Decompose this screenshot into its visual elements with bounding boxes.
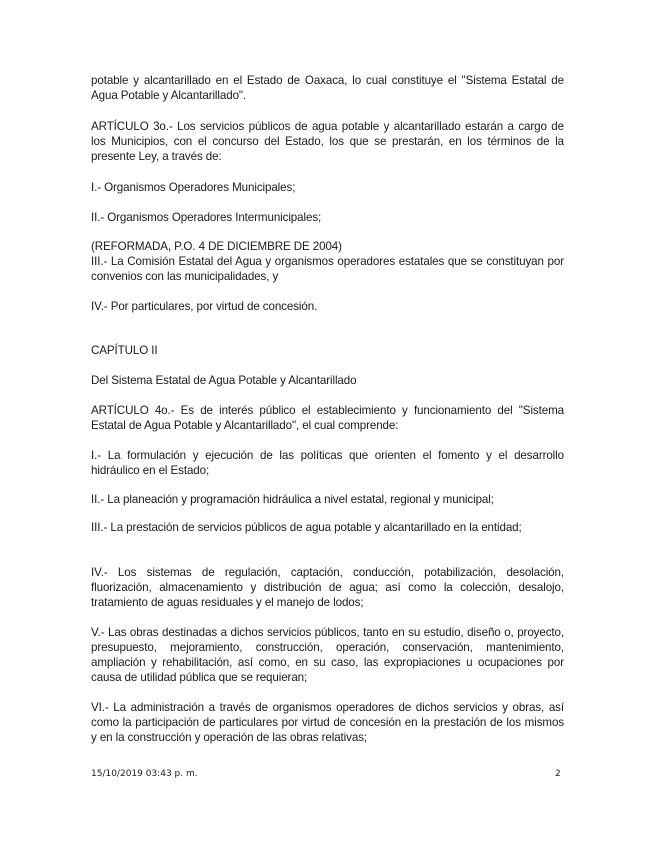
- footer-page-number: 2: [555, 769, 561, 779]
- amendment-note: (REFORMADA, P.O. 4 DE DICIEMBRE DE 2004): [91, 240, 342, 253]
- list-item-art4-iii: III.- La prestación de servicios públicos de agua potable y alcantarillado en la entidad;: [91, 521, 522, 534]
- list-item-art3-iii: III.- La Comisión Estatal del Agua y organismos operadores estatales que se constituyan por convenios con las municipalidades, y: [91, 255, 564, 283]
- paragraph-articulo-4: ARTÍCULO 4o.- Es de interés público el establecimiento y funcionamiento del "Sistema Estatal de Agua Potable y Alcantarillado", el cual comprende:: [91, 404, 564, 432]
- paragraph-articulo-3: ARTÍCULO 3o.- Los servicios públicos de agua potable y alcantarillado estarán a cargo de los Municipios, con el concurso del Estado, los que se prestarán, en los términos de la presente Ley, a través de:: [91, 120, 564, 163]
- list-item-art4-v: V.- Las obras destinadas a dichos servicios públicos, tanto en su estudio, diseño o, proyecto, presupuesto, mejoramiento, construcción, operación, conservación, mantenimiento, ampliación y rehabilitación, así como, en su caso, las expropiaciones u ocupaciones por causa de utilidad pública que se requieran;: [91, 626, 564, 684]
- chapter-title: Del Sistema Estatal de Agua Potable y Alcantarillado: [91, 374, 357, 387]
- paragraph-intro-continuation: potable y alcantarillado en el Estado de Oaxaca, lo cual constituye el "Sistema Estatal de Agua Potable y Alcantarillado".: [91, 74, 564, 102]
- chapter-heading: CAPÍTULO II: [91, 344, 158, 357]
- list-item-art4-iv: IV.- Los sistemas de regulación, captación, conducción, potabilización, desolación, fluorización, almacenamiento y distribución de agua; así como la colección, desalojo, tratamiento de aguas residuales y el manejo de lodos;: [91, 566, 564, 609]
- list-item-art4-i: I.- La formulación y ejecución de las políticas que orienten el fomento y el desarrollo hidráulico en el Estado;: [91, 449, 564, 477]
- list-item-art3-ii: II.- Organismos Operadores Intermunicipales;: [91, 211, 322, 224]
- list-item-art4-ii: II.- La planeación y programación hidráulica a nivel estatal, regional y municipal;: [91, 493, 494, 506]
- list-item-art3-iv: IV.- Por particulares, por virtud de concesión.: [91, 300, 318, 313]
- footer-timestamp: 15/10/2019 03:43 p. m.: [91, 769, 198, 779]
- list-item-art3-i: I.- Organismos Operadores Municipales;: [91, 181, 296, 194]
- list-item-art4-vi: VI.- La administración a través de organismos operadores de dichos servicios y obras, así como la participación de particulares por virtud de concesión en la prestación de los mismos y en la construcción y operación de las obras relativas;: [91, 701, 564, 744]
